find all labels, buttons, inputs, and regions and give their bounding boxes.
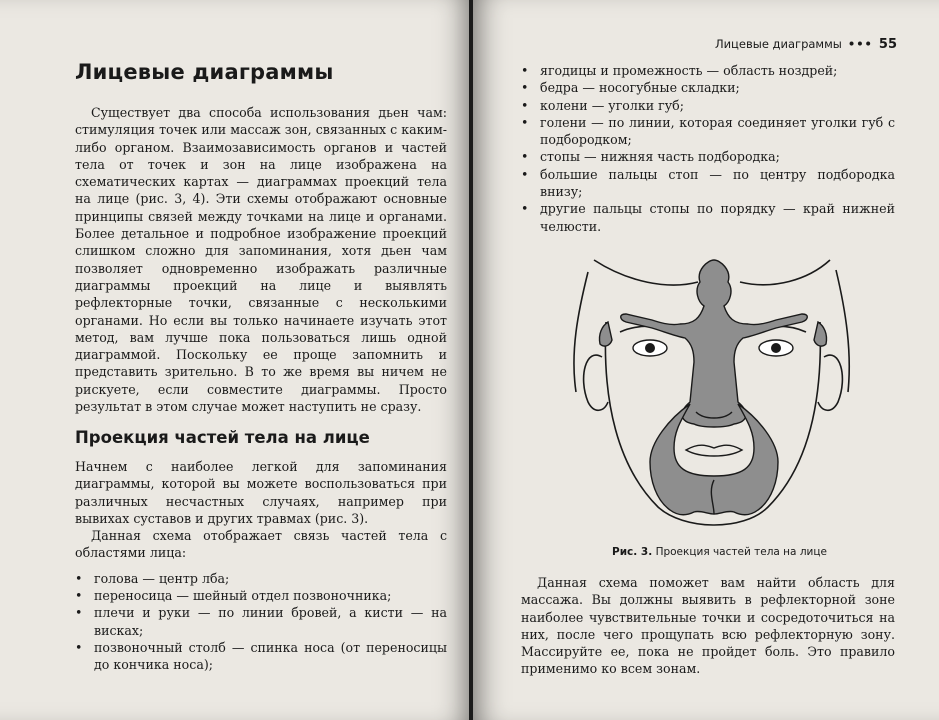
- hairline-left: [594, 260, 698, 285]
- bullet-list: [521, 62, 895, 235]
- list-item: [521, 62, 895, 79]
- bullet-icon: •: [75, 570, 83, 586]
- hair-outline-left: [574, 272, 588, 392]
- ear-right: [818, 355, 842, 410]
- hand-zone-right: [814, 322, 827, 346]
- bullet-icon: •: [521, 166, 529, 182]
- bullet-list: [75, 570, 447, 674]
- intro-paragraph: Существует два способа использования дьен чам: стимуляция точек или массаж зон, связанных с каким-либо органом. Взаимозависимость органов и частей тела от точек и зон на лице изображена на схематических картах — диаграммах проекций тела на лице (рис. 3, 4). Эти схемы отображают основные принципы связей между точками на лице и органами. Более детальное и подробное изображение проекций слишком сложно для запоминания, хотя дьен чам позволяет одновременно изображать различные диаграммы проекций на лице и выявлять рефлекторные точки, связанные с несколькими органами. Но если вы только начинаете изучать этот метод, вам лучше пока пользоваться лишь одной диаграммой. Поскольку ее проще запомнить и представить зрительно. В то же время вы ничем не рискуете, если совместите диаграммы. Просто результат в этом случае может наступить не сразу.: [75, 105, 447, 415]
- bullet-icon: •: [521, 201, 529, 217]
- right-bullets-block: [521, 62, 895, 235]
- caption-label: Рис. 3.: [612, 546, 653, 558]
- hand-zone-left: [599, 322, 612, 346]
- list-item-text: голени — по линии, которая соединяет уголки губ с подбородком;: [540, 114, 895, 148]
- page-title: Лицевые диаграммы: [75, 60, 334, 84]
- intro-paragraph-block: [75, 104, 447, 415]
- paragraph: Данная схема отображает связь частей тела с областями лица:: [75, 528, 447, 561]
- list-item: [75, 587, 447, 604]
- list-item-text: другие пальцы стопы по порядку — край нижней челюсти.: [540, 201, 895, 234]
- projection-zones: [599, 260, 826, 515]
- paragraph: Данная схема поможет вам найти область для массажа. Вы должны выявить в рефлекторной зоне наиболее чувствительные точки и сосредоточиться на них, после чего прощупать всю рефлекторную зону. Массируйте ее, пока не пройдет боль. Это правило применимо ко всем зонам.: [521, 575, 895, 677]
- list-item: [75, 570, 447, 587]
- list-item-text: позвоночный столб — спинка носа (от переносицы до кончика носа);: [94, 639, 447, 673]
- mouth: [686, 445, 742, 456]
- list-item: [521, 166, 895, 201]
- bullet-icon: •: [521, 63, 529, 78]
- list-item: [521, 97, 895, 114]
- bullet-icon: •: [521, 80, 529, 96]
- bullet-icon: •: [75, 588, 83, 604]
- list-item: [521, 148, 895, 165]
- right-paragraph-block: [521, 574, 895, 678]
- pupil-right: [771, 343, 781, 353]
- list-item: [75, 604, 447, 639]
- list-item-text: бедра — носогубные складки;: [540, 80, 740, 96]
- running-head-dots: •••: [847, 37, 873, 51]
- running-head: [715, 37, 897, 52]
- list-item: [521, 200, 895, 235]
- section-body: [75, 458, 447, 674]
- right-page: [473, 0, 939, 720]
- ear-left: [584, 355, 608, 410]
- list-item-text: голова — центр лба;: [94, 570, 230, 586]
- bullet-icon: •: [75, 639, 83, 655]
- bullet-icon: •: [75, 605, 83, 621]
- list-item-text: стопы — нижняя часть подбородка;: [540, 149, 780, 165]
- list-item: [75, 639, 447, 674]
- bullet-icon: •: [521, 149, 529, 165]
- list-item-text: большие пальцы стоп — по центру подбородка внизу;: [540, 166, 895, 200]
- face-projection-figure: [558, 252, 868, 542]
- section-heading: Проекция частей тела на лице: [75, 428, 370, 447]
- list-item-text: ягодицы и промежность — область ноздрей;: [540, 63, 838, 78]
- list-item-text: колени — уголки губ;: [540, 97, 684, 113]
- list-item: [521, 114, 895, 149]
- pupil-left: [645, 343, 655, 353]
- running-head-title: Лицевые диаграммы: [714, 37, 842, 51]
- hairline-right: [740, 260, 830, 285]
- list-item-text: плечи и руки — по линии бровей, а кисти — на висках;: [94, 605, 447, 638]
- figure-caption: [612, 546, 827, 558]
- caption-text: Проекция частей тела на лице: [655, 546, 827, 558]
- list-item-text: переносица — шейный отдел позвоночника;: [94, 588, 392, 604]
- paragraph: Начнем с наиболее легкой для запоминания диаграммы, которой вы можете воспользоваться при различных несчастных случаях, например при вывихах суставов и других травмах (рис. 3).: [75, 459, 447, 526]
- list-item: [521, 79, 895, 96]
- bullet-icon: •: [521, 114, 529, 130]
- page-number: 55: [878, 37, 897, 52]
- bullet-icon: •: [521, 97, 529, 113]
